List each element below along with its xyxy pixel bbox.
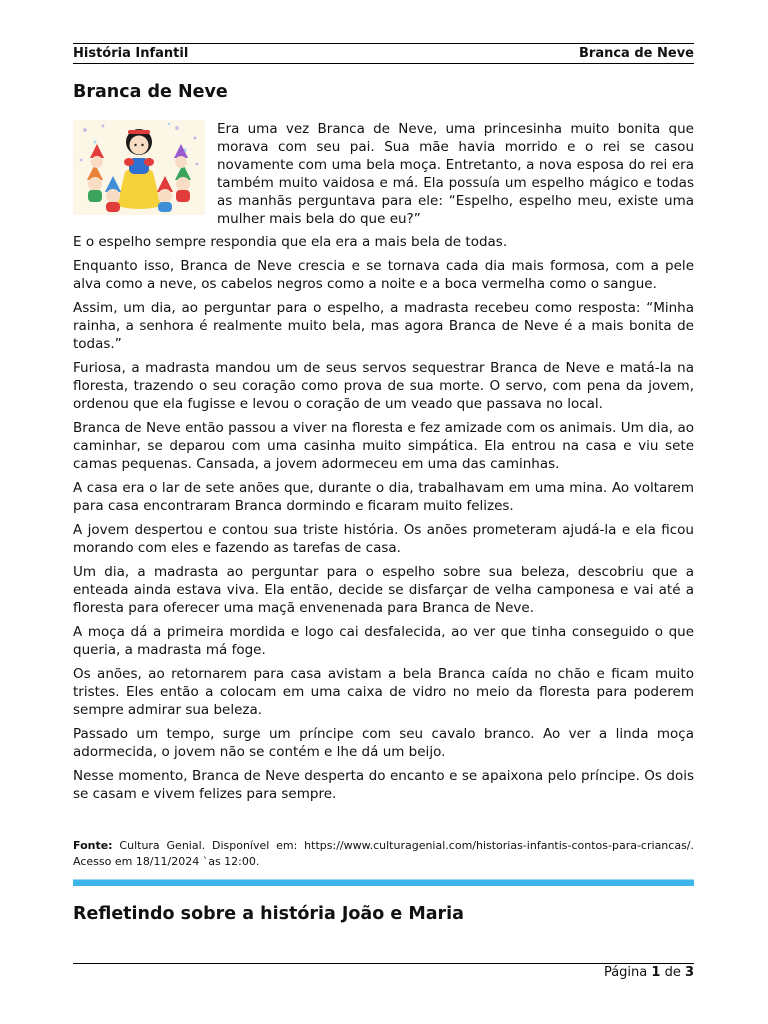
story-paragraph: A casa era o lar de sete anões que, durante o dia, trabalhavam em uma mina. Ao voltarem para casa encontraram Branca dormindo e ficaram muito felizes. [73,480,694,514]
source-label: Fonte: [73,839,113,852]
story-paragraph: Branca de Neve então passou a viver na floresta e fez amizade com os animais. Um dia, ao caminhar, se deparou com uma casinha muito simpática. Ela entrou na casa e viu sete camas pequenas. Cansada, a jovem adormeceu em uma das caminhas. [73,420,694,472]
source-citation [73,838,694,869]
footer-current-page: 1 [651,965,661,980]
snow-white-dwarfs-illustration [73,120,205,215]
intro-block [73,120,694,230]
header-story-title: Branca de Neve [579,46,694,61]
footer-of-word: de [664,965,681,980]
story-paragraph: Passado um tempo, surge um príncipe com seu cavalo branco. Ao ver a linda moça adormecida, o jovem não se contém e lhe dá um beijo. [73,726,694,760]
story-paragraph: Um dia, a madrasta ao perguntar para o espelho sobre sua beleza, descobriu que a enteada ainda estava viva. Ela então, decide se disfarçar de velha camponesa e vai até a floresta para oferecer uma maçã envenenada para Branca de Neve. [73,564,694,616]
page-footer [604,965,694,980]
story-paragraph: Enquanto isso, Branca de Neve crescia e se tornava cada dia mais formosa, com a pele alva como a neve, os cabelos negros como a noite e a boca vermelha como o sangue. [73,258,694,292]
footer-total-pages: 3 [684,965,694,980]
illustration-graphic [73,120,205,215]
header-category: História Infantil [73,46,189,61]
story-paragraph: E o espelho sempre respondia que ela era a mais bela de todas. [73,234,508,250]
story-title: Branca de Neve [73,82,228,102]
story-paragraph: Nesse momento, Branca de Neve desperta do encanto e se apaixona pelo príncipe. Os dois se casam e vivem felizes para sempre. [73,768,694,802]
story-paragraph: A jovem despertou e contou sua triste história. Os anões prometeram ajudá-la e ela ficou morando com eles e fazendo as tarefas de casa. [73,522,694,556]
footer-page-word: Página [603,965,648,980]
story-paragraph: Assim, um dia, ao perguntar para o espelho, a madrasta recebeu como resposta: “Minha rainha, a senhora é realmente muito bela, mas agora Branca de Neve é a mais bonita de todas.” [73,300,694,352]
page-header [73,43,694,64]
story-body [73,233,694,809]
footer-rule [73,963,694,964]
story-paragraph: Os anões, ao retornarem para casa avistam a bela Branca caída no chão e ficam muito tristes. Eles então a colocam em uma caixa de vidro no meio da floresta para poderem sempre admirar sua beleza. [73,666,694,718]
story-paragraph: Furiosa, a madrasta mandou um de seus servos sequestrar Branca de Neve e matá-la na floresta, trazendo o seu coração como prova de sua morte. O servo, com pena da jovem, ordenou que ela fugisse e levou o coração de um veado que passava no local. [73,360,694,412]
story-paragraph: A moça dá a primeira mordida e logo cai desfalecida, ao ver que tinha conseguido o que queria, a madrasta má foge. [73,624,694,658]
source-text: Cultura Genial. Disponível em: https://www.culturagenial.com/historias-infantis-contos-para-criancas/. Acesso em 18/11/2024 `as 12:00. [73,839,694,868]
section-title: Refletindo sobre a história João e Maria [73,904,464,924]
intro-paragraph: Era uma vez Branca de Neve, uma princesinha muito bonita que morava com seu pai. Sua mãe havia morrido e o rei se casou novamente com uma bela moça. Entretanto, a nova esposa do rei era também muito vaidosa e má. Ela possuía um espelho mágico e todas as manhãs perguntava para ele: “Espelho, espelho meu, existe uma mulher mais bela do que eu?” [217,121,694,227]
section-divider [73,879,694,886]
